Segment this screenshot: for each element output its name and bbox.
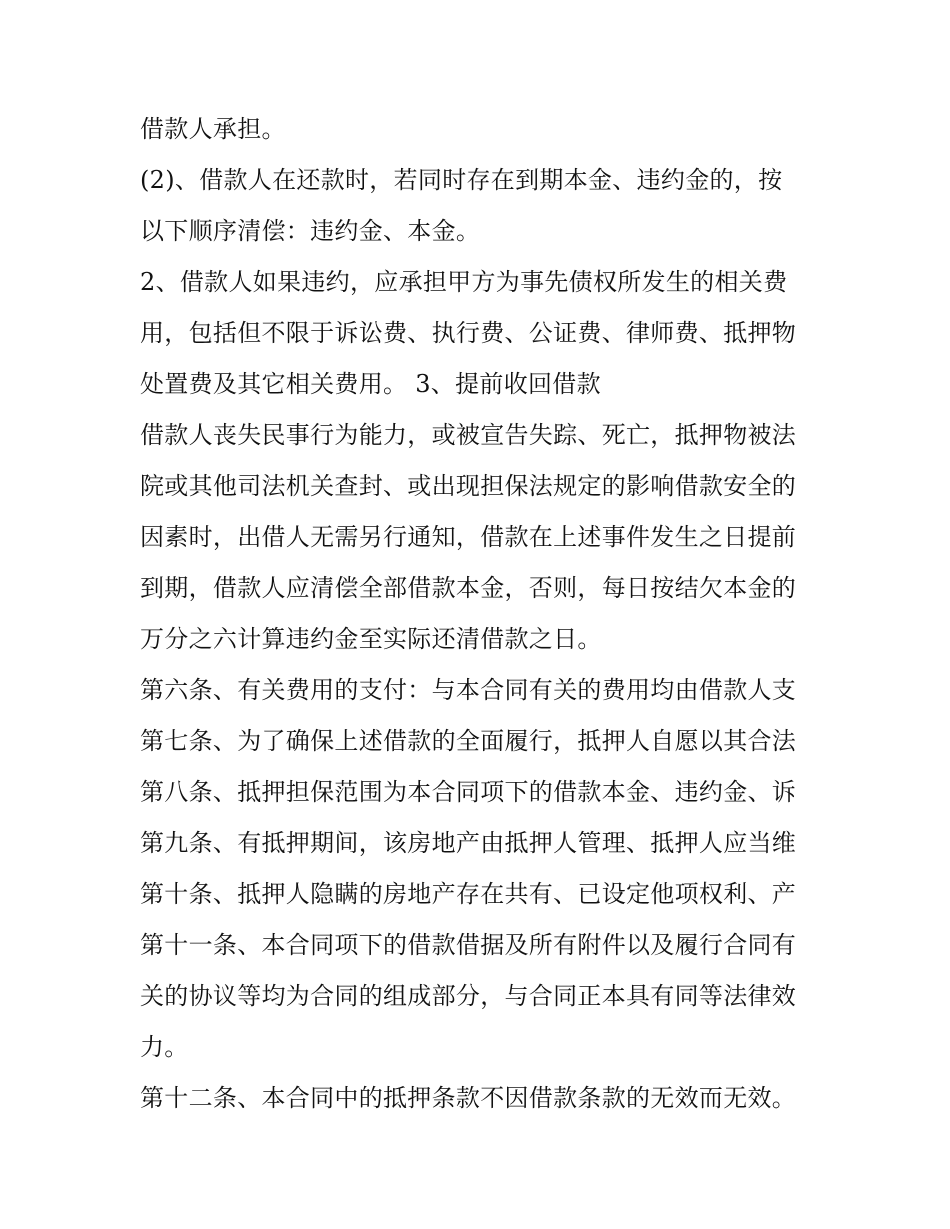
text-line: 2、借款人如果违约，应承担甲方为事先债权所发生的相关费 — [140, 268, 788, 296]
text-line: (2)、借款人在还款时，若同时存在到期本金、违约金的，按 — [140, 166, 783, 194]
text-line: 处置费及其它相关费用。 3、提前收回借款 — [140, 370, 601, 398]
text-line: 第十条、抵押人隐瞒的房地产存在共有、已设定他项权利、产 — [140, 880, 797, 908]
text-line: 第八条、抵押担保范围为本合同项下的借款本金、违约金、诉 — [140, 778, 797, 806]
text-line: 第十二条、本合同中的抵押条款不因借款条款的无效而无效。 — [140, 1084, 797, 1112]
text-line: 第九条、有抵押期间，该房地产由抵押人管理、抵押人应当维 — [140, 829, 797, 857]
document-body — [140, 104, 830, 1124]
text-line: 院或其他司法机关查封、或出现担保法规定的影响借款安全的 — [140, 472, 797, 500]
text-line: 借款人丧失民事行为能力，或被宣告失踪、死亡，抵押物被法 — [140, 421, 797, 449]
text-line: 第七条、为了确保上述借款的全面履行，抵押人自愿以其合法 — [140, 727, 797, 755]
text-line: 借款人承担。 — [140, 115, 286, 143]
text-line: 第六条、有关费用的支付：与本合同有关的费用均由借款人支 — [140, 676, 797, 704]
text-line: 力。 — [140, 1033, 189, 1061]
text-line: 关的协议等均为合同的组成部分，与合同正本具有同等法律效 — [140, 982, 797, 1010]
text-line: 到期，借款人应清偿全部借款本金，否则，每日按结欠本金的 — [140, 574, 797, 602]
text-line: 第十一条、本合同项下的借款借据及所有附件以及履行合同有 — [140, 931, 797, 959]
text-line: 万分之六计算违约金至实际还清借款之日。 — [140, 625, 602, 653]
text-line: 以下顺序清偿：违约金、本金。 — [140, 217, 481, 245]
text-line: 因素时，出借人无需另行通知，借款在上述事件发生之日提前 — [140, 523, 797, 551]
text-line: 用，包括但不限于诉讼费、执行费、公证费、律师费、抵押物 — [140, 319, 797, 347]
